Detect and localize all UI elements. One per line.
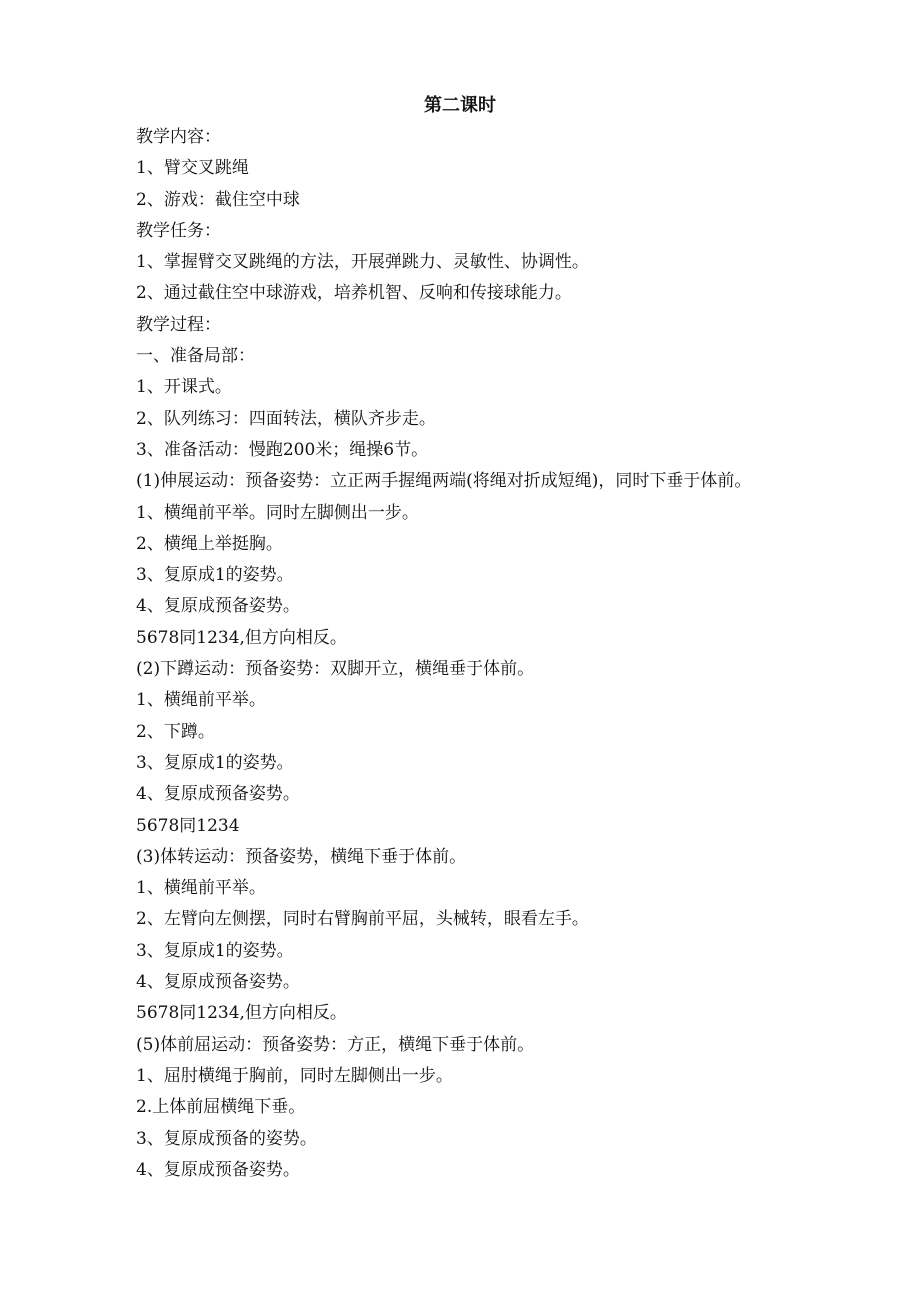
text-line: 2.上体前屈横绳下垂。 [136, 1097, 306, 1118]
text-line: 4、复原成预备姿势。 [136, 1159, 300, 1180]
text-line: 2、下蹲。 [136, 721, 215, 742]
text-line: 教学任务： [136, 220, 221, 241]
text-line: 3、复原成1的姿势。 [136, 752, 294, 773]
text-line: 4、复原成预备姿势。 [136, 596, 300, 617]
page-title: 第二课时 [424, 95, 496, 116]
text-line: 教学过程： [136, 314, 221, 335]
text-line: 4、复原成预备姿势。 [136, 784, 300, 805]
text-line: 3、准备活动：慢跑200米；绳操6节。 [136, 439, 429, 460]
text-line: 2、左臂向左侧摆，同时右臂胸前平屈，头械转，眼看左手。 [136, 909, 589, 930]
text-line: 1、臂交叉跳绳 [136, 158, 249, 179]
text-line: 1、横绳前平举。同时左脚侧出一步。 [136, 502, 419, 523]
text-line: 2、游戏：截住空中球 [136, 189, 300, 210]
document-body [92, 122, 822, 1186]
text-line: 3、复原成预备的姿势。 [136, 1128, 317, 1149]
text-line: 2、通过截住空中球游戏，培养机智、反响和传接球能力。 [136, 283, 572, 304]
text-paragraph: (1)伸展运动：预备姿势：立正两手握绳两端(将绳对折成短绳)，同时下垂于体前。 [136, 471, 752, 492]
text-line: 1、横绳前平举。 [136, 690, 266, 711]
text-line: 5678同1234,但方向相反。 [136, 627, 347, 648]
text-line: 1、屈肘横绳于胸前，同时左脚侧出一步。 [136, 1065, 453, 1086]
text-line: 1、掌握臂交叉跳绳的方法，开展弹跳力、灵敏性、协调性。 [136, 252, 589, 273]
text-line: (5)体前屈运动：预备姿势：方正，横绳下垂于体前。 [136, 1034, 535, 1055]
text-line: 一、准备局部： [136, 346, 255, 367]
text-line: 1、开课式。 [136, 377, 232, 398]
text-line: 2、队列练习：四面转法，横队齐步走。 [136, 408, 436, 429]
text-line: 3、复原成1的姿势。 [136, 565, 294, 586]
text-line: (2)下蹲运动：预备姿势：双脚开立，横绳垂于体前。 [136, 659, 535, 680]
text-line: 1、横绳前平举。 [136, 878, 266, 899]
text-line: 2、横绳上举挺胸。 [136, 533, 283, 554]
text-line: 5678同1234 [136, 815, 240, 836]
text-line: 教学内容： [136, 127, 221, 147]
text-line: 5678同1234,但方向相反。 [136, 1003, 347, 1024]
text-line: (3)体转运动：预备姿势，横绳下垂于体前。 [136, 846, 467, 867]
text-line: 4、复原成预备姿势。 [136, 972, 300, 993]
text-line: 3、复原成1的姿势。 [136, 940, 294, 961]
